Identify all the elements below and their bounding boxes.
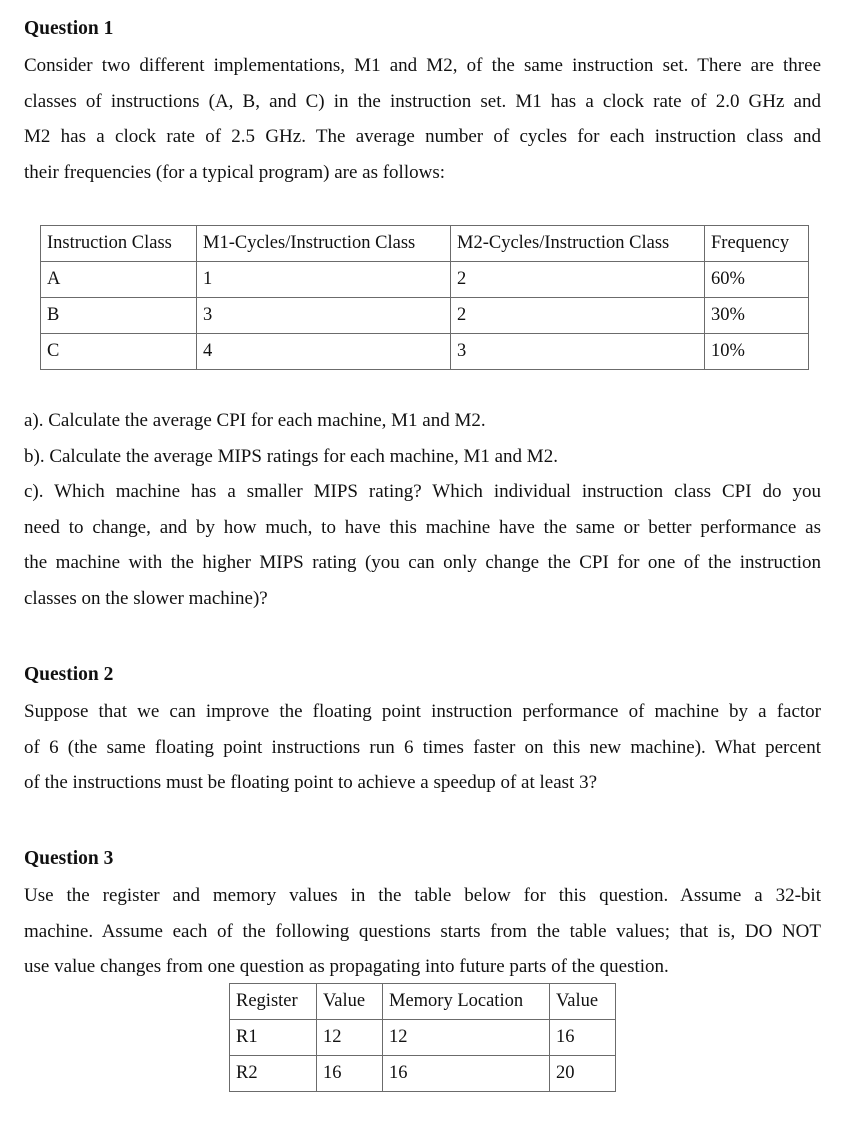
table-header-cell: Value	[550, 984, 616, 1020]
table-cell: B	[41, 298, 197, 334]
question-1-title: Question 1	[24, 18, 114, 39]
table-cell: 2	[451, 262, 705, 298]
table-row	[41, 334, 809, 370]
q1-paragraph-line: their frequencies (for a typical program) are as follows:	[24, 161, 445, 183]
q1-part-a: a). Calculate the average CPI for each machine, M1 and M2.	[24, 410, 486, 431]
table-cell: 12	[317, 1020, 383, 1056]
table-header-cell: M2-Cycles/Instruction Class	[451, 226, 705, 262]
q1-paragraph-line: M2 has a clock rate of 2.5 GHz. The average number of cycles for each instruction class and	[24, 126, 821, 147]
table-cell: 1	[197, 262, 451, 298]
q1-part-c-line: need to change, and by how much, to have this machine have the same or better performance as	[24, 516, 821, 538]
table-cell: 2	[451, 298, 705, 334]
q2-paragraph-line: of 6 (the same floating point instructions run 6 times faster on this new machine). What percent	[24, 736, 821, 758]
table-cell: 3	[451, 334, 705, 370]
table-row	[41, 262, 809, 298]
table-header-cell: Register	[230, 984, 317, 1020]
table-header-cell: Frequency	[705, 226, 809, 262]
table-cell: 3	[197, 298, 451, 334]
table-cell: 60%	[705, 262, 809, 298]
table-header-row	[230, 984, 616, 1020]
table-cell: 16	[317, 1056, 383, 1092]
table-cell: 10%	[705, 334, 809, 370]
q1-part-b: b). Calculate the average MIPS ratings for each machine, M1 and M2.	[24, 445, 558, 467]
q3-paragraph-line: machine. Assume each of the following questions starts from the table values; that is, DO NOT	[24, 920, 821, 942]
table-header-cell: Memory Location	[383, 984, 550, 1020]
table-cell: R2	[230, 1056, 317, 1092]
question-3-title: Question 3	[24, 848, 114, 869]
table-row	[230, 1020, 616, 1056]
table-row	[41, 298, 809, 334]
q1-part-c-line: the machine with the higher MIPS rating (you can only change the CPI for one of the instruction	[24, 552, 821, 573]
q1-part-c-line: c). Which machine has a smaller MIPS rating? Which individual instruction class CPI do you	[24, 481, 821, 502]
table-cell: A	[41, 262, 197, 298]
q2-paragraph-line: of the instructions must be floating point to achieve a speedup of at least 3?	[24, 772, 598, 793]
table-header-cell: Instruction Class	[41, 226, 197, 262]
q2-paragraph-line: Suppose that we can improve the floating point instruction performance of machine by a factor	[24, 701, 821, 722]
table-cell: 30%	[705, 298, 809, 334]
table-cell: R1	[230, 1020, 317, 1056]
table-header-row	[41, 226, 809, 262]
question-2-title: Question 2	[24, 664, 114, 685]
table-cell: 20	[550, 1056, 616, 1092]
table-cell: 12	[383, 1020, 550, 1056]
table-cell: C	[41, 334, 197, 370]
q3-paragraph-line: use value changes from one question as propagating into future parts of the question.	[24, 956, 669, 977]
q1-paragraph-line: classes of instructions (A, B, and C) in the instruction set. M1 has a clock rate of 2.0 GHz and	[24, 90, 821, 112]
register-memory-table	[229, 983, 616, 1092]
instruction-class-table	[40, 225, 809, 370]
table-header-cell: M1-Cycles/Instruction Class	[197, 226, 451, 262]
table-cell: 16	[383, 1056, 550, 1092]
table-header-cell: Value	[317, 984, 383, 1020]
q1-part-c-line: classes on the slower machine)?	[24, 587, 268, 609]
table-row	[230, 1056, 616, 1092]
q1-paragraph-line: Consider two different implementations, M1 and M2, of the same instruction set. There are three	[24, 55, 821, 76]
table-cell: 16	[550, 1020, 616, 1056]
table-cell: 4	[197, 334, 451, 370]
q3-paragraph-line: Use the register and memory values in the table below for this question. Assume a 32-bit	[24, 885, 821, 906]
